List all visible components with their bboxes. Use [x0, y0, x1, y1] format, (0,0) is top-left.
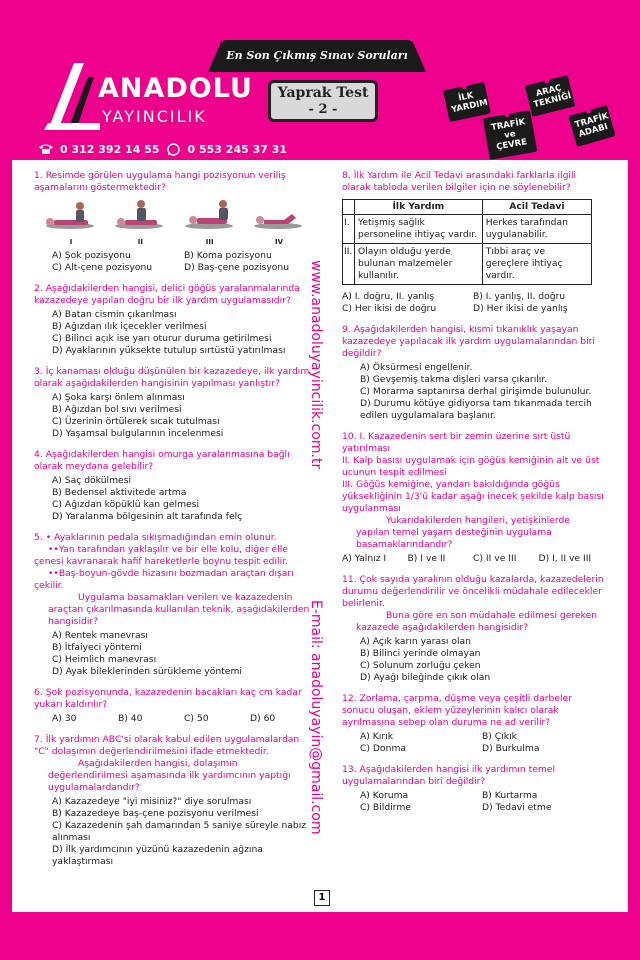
- question-8: [342, 170, 604, 315]
- option-b[interactable]: B) Kurtarma: [482, 790, 538, 801]
- position-figures: [40, 198, 310, 248]
- option-c[interactable]: C) Her ikisi de doğru: [342, 303, 437, 314]
- contact-bar: [38, 142, 287, 156]
- question-stem: 3. İç kanaması olduğu düşünülen bir kazazedeye, ilk yardım olarak aşağıdakilerden hangisinin yapılması yanlıştır?: [34, 366, 310, 389]
- option-c[interactable]: C) Bilinci açık ise yarı oturur duruma getirilmesi: [52, 333, 272, 344]
- right-column: [342, 170, 604, 823]
- option-d[interactable]: D) I, II ve III: [538, 553, 592, 564]
- left-column: [34, 170, 316, 877]
- test-title-box: [268, 80, 378, 122]
- option-c[interactable]: C) Kazazedenin şah damarından 5 saniye süreyle nabız alınması: [52, 820, 307, 843]
- option-b[interactable]: B) Ağızdan ılık içecekler verilmesi: [52, 321, 207, 332]
- option-c[interactable]: C) 50: [184, 713, 209, 724]
- tag-arac-teknigi: ARAÇ TEKNİĞİ: [525, 75, 575, 117]
- option-a[interactable]: A) Şok pozisyonu: [52, 250, 131, 261]
- person-lying-illustration-icon: [179, 198, 241, 232]
- question-13: [342, 764, 604, 814]
- option-c[interactable]: C) Ağızdan köpüklü kan gelmesi: [52, 499, 200, 510]
- option-b[interactable]: B) I. yanlış, II. doğru: [473, 291, 566, 302]
- figure-step-1: I: [40, 198, 102, 248]
- option-b[interactable]: B) Koma pozisyonu: [184, 250, 272, 261]
- option-d[interactable]: D) Ayaklarının yüksekte tutulup sırtüstü yatırılması: [52, 345, 286, 356]
- question-5: [34, 532, 316, 678]
- option-a[interactable]: A) Kazazedeye "iyi misiniz?" diye sorulması: [52, 796, 252, 807]
- question-intro: 7. İlk yardımın ABC'si olarak kabul edilen uygulamalardan "C" dolaşımın değerlendirilmesini ifade etmektedir.: [34, 734, 300, 757]
- question-1: [34, 170, 316, 274]
- figure-step-2: II: [109, 198, 171, 248]
- question-stem: 4. Aşağıdakilerden hangisi omurga yaralanmasına bağlı olarak meydana gelebilir?: [34, 449, 290, 472]
- question-6: [34, 687, 316, 725]
- telephone-icon: [38, 142, 54, 156]
- table-header: Acil Tedavi: [482, 200, 591, 215]
- option-d[interactable]: D) Ayağı bileğinde çıkık olan: [360, 672, 491, 683]
- option-a[interactable]: A) Kırık: [360, 731, 394, 742]
- question-stem: Aşağıdakilerden hangisi, dolaşımın değerlendirilmesi aşamasında ilk yardımcının yaptığı uygulamalardandır?: [48, 758, 291, 793]
- test-number: - 2 -: [308, 102, 338, 117]
- option-d[interactable]: D) Yaşamsal bulgularının incelenmesi: [52, 428, 224, 439]
- table-header: İlk Yardım: [355, 200, 483, 215]
- option-d[interactable]: D) Burkulma: [482, 743, 540, 754]
- question-stem: 2. Aşağıdakilerden hangisi, delici göğüs yaralanmalarında kazazedeye yapılan doğru bir ilk yardım uygulamasıdır?: [34, 283, 300, 306]
- option-a[interactable]: A) Şoka karşı önlem alınması: [52, 392, 185, 403]
- question-2: [34, 283, 316, 357]
- question-bullets: 5. • Ayaklarının pedala sıkışmadığından emin olunur. ••Yan tarafından yaklaşılır ve bir elle kolu, diğer elle çenesi kavranarak hafif hareketlerle boynu tespit edilir. ••Baş-boyun-gövde hizasını bozmadan araçtan dışarı çekilir.: [34, 532, 294, 591]
- test-title: Yaprak Test: [277, 85, 369, 101]
- option-b[interactable]: B) I ve II: [407, 553, 446, 564]
- question-7: [34, 734, 316, 868]
- phone-number-2: 0 553 245 37 31: [187, 142, 288, 156]
- question-9: [342, 324, 604, 422]
- option-b[interactable]: B) 40: [118, 713, 143, 724]
- option-c[interactable]: C) Heimlich manevrası: [52, 654, 157, 665]
- option-a[interactable]: A) Öksürmesi engellenir.: [360, 362, 473, 373]
- logo-subtitle: YAYINCILIK: [102, 107, 207, 126]
- phone-number-1: 0 312 392 14 55: [60, 142, 160, 156]
- option-d[interactable]: D) Her ikisi de yanlış: [473, 303, 568, 314]
- figure-step-3: III: [179, 198, 241, 248]
- question-stem: 1. Resimde görülen uygulama hangi pozisyonun veriliş aşamalarını göstermektedir?: [34, 170, 286, 193]
- option-a[interactable]: A) Rentek manevrası: [52, 630, 148, 641]
- option-c[interactable]: C) Morarma saptanırsa derhal girişimde bulunulur.: [360, 386, 592, 397]
- question-stem: 6. Şok pozisyonunda, kazazedenin bacakları kaç cm kadar yukarı kaldırılır?: [34, 687, 302, 710]
- tag-ilk-yardim: İLK YARDIM: [443, 82, 491, 122]
- option-b[interactable]: B) Bedensel aktivitede artma: [52, 487, 187, 498]
- option-d[interactable]: D) Yaralanma bölgesinin alt tarafında felç: [52, 511, 243, 522]
- question-stem: 13. Aşağıdakilerden hangisi ilk yardımın temel uygulamalarından biri değildir?: [342, 764, 556, 787]
- whatsapp-icon: [166, 142, 182, 156]
- option-d[interactable]: D) 60: [250, 713, 276, 724]
- option-a[interactable]: A) Batan cismin çıkarılması: [52, 309, 177, 320]
- option-a[interactable]: A) Açık karın yarası olan: [360, 636, 471, 647]
- question-4: [34, 449, 316, 523]
- question-stem: 12. Zorlama, çarpma, düşme veya çeşitli darbeler sonucu oluşan, eklem yüzeylerinin kalıcı olarak ayrılmasına sebep olan duruma ne ad verilir?: [342, 693, 572, 728]
- question-12: [342, 693, 604, 755]
- question-stem: Buna göre en son müdahale edilmesi gereken kazazede aşağıdakilerden hangisidir?: [356, 610, 598, 633]
- option-b[interactable]: B) Gevşemiş takma dişleri varsa çıkarılır.: [360, 374, 548, 385]
- option-d[interactable]: D) Baş-çene pozisyonu: [184, 262, 290, 273]
- option-d[interactable]: D) Tedavi etme: [482, 802, 552, 813]
- option-d[interactable]: D) Durumu kötüye gidiyorsa tam tıkanmada tercih edilen uygulamalara başlanır.: [360, 398, 592, 421]
- tag-trafik-cevre: TRAFİK ve ÇEVRE: [483, 110, 538, 160]
- email-address: E-mail: anadoluyayin@gmail.com: [308, 600, 324, 835]
- website-url: www.anadoluyayincilik.com.tr: [308, 260, 324, 470]
- option-a[interactable]: A) Yalnız I: [342, 553, 387, 564]
- table-corner: [343, 200, 355, 215]
- option-c[interactable]: C) Üzerinin örtülerek sıcak tutulması: [52, 416, 220, 427]
- question-stem: 9. Aşağıdakilerden hangisi, kısmi tıkanıklık yaşayan kazazedeye yapılacak ilk yardım uygulamalarından biri değildir?: [342, 324, 595, 359]
- option-b[interactable]: B) Ağızdan bol sıvı verilmesi: [52, 404, 182, 415]
- question-intro: 11. Çok sayıda yaralının olduğu kazalarda, kazazedelerin durumu değerlendirilir ve öncelikli müdahale edilecekler belirlenir.: [342, 574, 604, 609]
- series-banner: En Son Çıkmış Sınav Soruları: [222, 40, 412, 72]
- question-stem: 8. İlk Yardım ile Acil Tedavi arasındaki farklarla ilgili olarak tabloda verilen bilgiler için ne söylenebilir?: [342, 170, 577, 193]
- option-a[interactable]: A) I. doğru, II. yanlış: [342, 291, 435, 302]
- question-items: 10. I. Kazazedenin sert bir zemin üzerine sırt üstü yatırılması II. Kalp basısı uygulamak için göğüs kemiğinin alt ve üst ucunun tespit edilmesi III. Göğüs kemiğine, yandan bakıldığında göğüs yüksekliğinin 1/3'ü kadar aşağı inecek şekilde kalp basısı uygulanması: [342, 431, 604, 514]
- option-b[interactable]: B) Kazazedeye baş-çene pozisyonu verilmesi: [52, 808, 259, 819]
- option-c[interactable]: C) II ve III: [473, 553, 517, 564]
- option-a[interactable]: A) 30: [52, 713, 77, 724]
- side-contact-strip: [308, 260, 336, 860]
- question-11: [342, 574, 604, 684]
- comparison-table: [342, 199, 592, 285]
- question-stem: Uygulama basamakları verilen ve kazazedenin araçtan çıkarılmasında kullanılan teknik, aşağıdakilerden hangisidir?: [48, 592, 310, 627]
- question-stem: Yukarıdakilerden hangileri, yetişkinlerde yapılan temel yaşam desteğinin uygulama basamaklarındandır?: [356, 515, 570, 550]
- tag-trafik-adabi: TRAFİK ADABI: [568, 105, 615, 147]
- option-d[interactable]: D) Ayak bileklerinden sürükleme yöntemi: [52, 666, 242, 677]
- option-c[interactable]: C) Alt-çene pozisyonu: [52, 262, 153, 273]
- option-d[interactable]: D) İlk yardımcının yüzünü kazazedenin ağzına yaklaştırması: [52, 844, 263, 867]
- page-number: 1: [314, 890, 330, 906]
- option-b[interactable]: B) Bilinci yerinde olmayan: [360, 648, 481, 659]
- question-10: [342, 431, 604, 565]
- person-lying-illustration-icon: [109, 198, 171, 232]
- person-lying-illustration-icon: [248, 198, 310, 232]
- figure-step-4: IV: [248, 198, 310, 248]
- table-row: I. Yetişmiş sağlık personeline ihtiyaç vardır. Herkes tarafından uygulanabilir.: [343, 215, 592, 244]
- option-b[interactable]: B) İtfaiyeci yöntemi: [52, 642, 142, 653]
- person-lying-illustration-icon: [40, 198, 102, 232]
- logo-title: ANADOLU: [98, 73, 253, 104]
- option-b[interactable]: B) Çıkık: [482, 731, 517, 742]
- exam-page: [12, 160, 628, 912]
- option-c[interactable]: C) Bildirme: [360, 802, 411, 813]
- option-c[interactable]: C) Solunum zorluğu çeken: [360, 660, 481, 671]
- option-a[interactable]: A) Koruma: [360, 790, 409, 801]
- table-row: II. Olayın olduğu yerde bulunan malzemeler kullanılır. Tıbbi araç ve gereçlere ihtiyaç vardır.: [343, 244, 592, 285]
- option-c[interactable]: C) Donma: [360, 743, 407, 754]
- option-a[interactable]: A) Saç dökülmesi: [52, 475, 132, 486]
- question-3: [34, 366, 316, 440]
